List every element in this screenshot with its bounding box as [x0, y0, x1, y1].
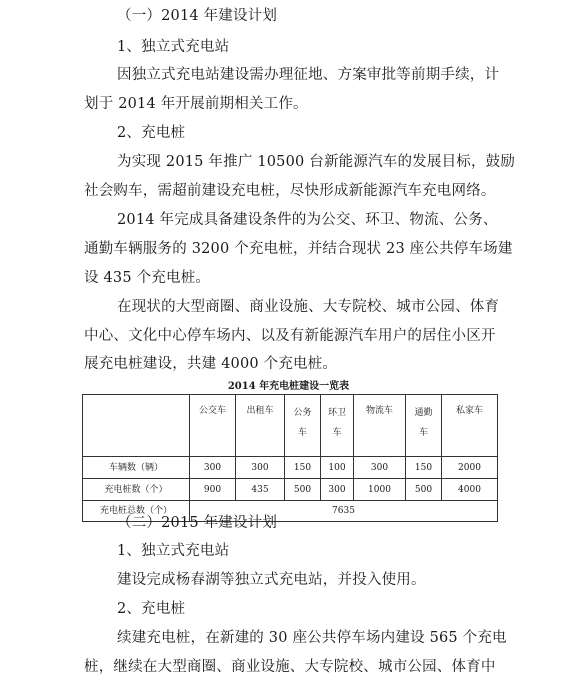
table-cell: 150 — [285, 457, 321, 479]
row-label: 充电桩数（个） — [83, 479, 190, 501]
section-heading-2015: （二）2015 年建设计划 — [117, 515, 278, 531]
paragraph-line: 桩，继续在大型商圈、商业设施、大专院校、城市公园、体育中 — [84, 659, 496, 675]
table-cell: 300 — [190, 457, 236, 479]
item-heading-charging-pile: 2、充电桩 — [117, 125, 186, 141]
header-commuter: 通勤 车 — [406, 395, 442, 457]
paragraph-line: 设 435 个充电桩。 — [84, 270, 211, 286]
table-cell: 300 — [321, 479, 354, 501]
paragraph-line: 划于 2014 年开展前期相关工作。 — [84, 96, 308, 112]
table-cell: 150 — [406, 457, 442, 479]
paragraph-line: 因独立式充电站建设需办理征地、方案审批等前期手续，计 — [117, 67, 500, 83]
table-row — [83, 479, 498, 501]
row-label: 车辆数（辆） — [83, 457, 190, 479]
section-heading-2014: （一）2014 年建设计划 — [117, 8, 278, 24]
table-corner-cell — [83, 395, 190, 457]
paragraph-line: 中心、文化中心停车场内、以及有新能源汽车用户的居住小区开 — [84, 328, 496, 344]
table-cell: 300 — [236, 457, 285, 479]
table-cell: 500 — [285, 479, 321, 501]
header-official: 公务 车 — [285, 395, 321, 457]
table-cell: 900 — [190, 479, 236, 501]
charging-pile-table — [82, 394, 498, 522]
paragraph-line: 2014 年完成具备建设条件的为公交、环卫、物流、公务、 — [117, 212, 498, 228]
table-cell: 500 — [406, 479, 442, 501]
total-label: 充电桩总数（个） — [83, 501, 190, 522]
table-cell: 435 — [236, 479, 285, 501]
header-logistics: 物流车 — [354, 395, 406, 457]
paragraph-line: 在现状的大型商圈、商业设施、大专院校、城市公园、体育 — [117, 299, 500, 315]
table-cell: 1000 — [354, 479, 406, 501]
paragraph-line: 为实现 2015 年推广 10500 台新能源汽车的发展目标，鼓励 — [117, 154, 516, 170]
table-row — [83, 457, 498, 479]
header-taxi: 出租车 — [236, 395, 285, 457]
paragraph-line: 通勤车辆服务的 3200 个充电桩，并结合现状 23 座公共停车场建 — [84, 241, 513, 257]
paragraph-line: 续建充电桩，在新建的 30 座公共停车场内建设 565 个充电 — [117, 630, 507, 646]
table-title: 2014 年充电桩建设一览表 — [227, 381, 350, 392]
header-private: 私家车 — [442, 395, 498, 457]
item-heading-standalone-station: 1、独立式充电站 — [117, 39, 230, 55]
total-value: 7635 — [190, 501, 498, 522]
table-cell: 300 — [354, 457, 406, 479]
paragraph-line: 建设完成杨春湖等独立式充电站，并投入使用。 — [117, 572, 426, 588]
header-bus: 公交车 — [190, 395, 236, 457]
paragraph-line: 社会购车，需超前建设充电桩，尽快形成新能源汽车充电网络。 — [84, 183, 496, 199]
table-header-row — [83, 395, 498, 457]
paragraph-line: 展充电桩建设，共建 4000 个充电桩。 — [84, 356, 338, 372]
table-cell: 2000 — [442, 457, 498, 479]
item-heading-standalone-station: 1、独立式充电站 — [117, 543, 230, 559]
table-cell: 100 — [321, 457, 354, 479]
header-sanitation: 环卫 车 — [321, 395, 354, 457]
item-heading-charging-pile: 2、充电桩 — [117, 601, 186, 617]
table-cell: 4000 — [442, 479, 498, 501]
